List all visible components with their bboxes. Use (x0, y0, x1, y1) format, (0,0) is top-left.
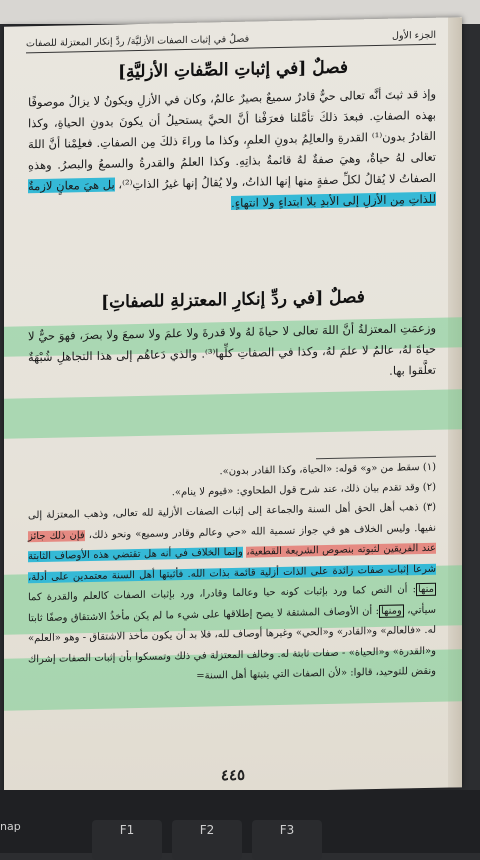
highlight-band (4, 389, 462, 439)
footnote-1: (١) سقط من «و» قوله: «الحياة، وكذا القادر بدون». (219, 461, 436, 478)
running-header (26, 30, 436, 54)
key-f2: F2 (172, 820, 242, 860)
key-f1: F1 (92, 820, 162, 860)
footnote-3-part-c: : أن النص كما ورد بإثبات كونه حيا وعالما وقادرا، ورد بإثبات الصفات كالعلم والقدرة كما سيأتي، (28, 584, 436, 616)
footnote-3-part-d: : أن الأوصاف المشتقة لا يصح إطلاقها على شيء ما لم يكن مأخذُ الاشتقاق وصفًا ثابتا له. «فالعالم» و«القادر» و«الحي» وغيرها أوصاف لله، فلا بد أن يكون مأخذ الاشتقاق - وهو «العلم» و«القدرة» و«الحياة» - صفات ثابتة له. وخالف المعتزلة في ذلك وتمسكوا بأن إثبات الصفات إشراك ونقض للتوحيد، قالوا: «لأن الصفات التي يثبتها أهل السنة= (28, 605, 436, 682)
page-number: ٤٤٥ (220, 765, 246, 785)
footnote-3-part-a: (٣) ذهب أهل الحق أهل السنة والجماعة إلى إثبات الصفات الأزلية لله تعالى، وذهب المعتزلة إلى نفيها. وليس الخلاف هو في جواز تسمية الله «حي وعالم وقادر وسميع» ونحو ذلك، (28, 501, 436, 541)
footnote-3-cyan-highlight: وإنما الخلاف في أنه هل تقتضي هذه الأوصاف الثابتة شرعا إثبات صفات زائدة على الذات أزلية قائمة بذات الله. فأثبتها أهل السنة معتمدين على أدلة، (28, 546, 436, 583)
section-title-2: فصلٌ [في ردِّ إنكارِ المعتزلةِ للصفاتِ] (101, 287, 365, 313)
section1-highlight: بل هيَ معانٍ لازمةٌ للذاتِ مِن الأزلِ إلى الأبدِ بلا ابتداءٍ ولا انتهاءٍ. (28, 177, 436, 211)
footnote-2: (٢) وقد تقدم بيان ذلك، عند شرح قول الطحاوي: «قيوم لا ينام». (171, 481, 436, 499)
boxed-word-wa-minha: ومنها (380, 604, 402, 617)
footnote-3 (28, 498, 436, 691)
header-left-title: فصلٌ في إثبات الصفات الأزليَّة/ ردَّ إنكار المعتزلة للصفات (26, 33, 250, 50)
footnote-3-red-highlight: فإن ذلك جائز عند الفريقين لثبوته بنصوص الشريعة القطعية، (28, 529, 436, 558)
header-right-title: الجزء الأول (392, 29, 436, 42)
section-title-1: فصلٌ [في إثباتِ الصِّفاتِ الأزليَّةِ] (117, 57, 349, 83)
key-f3: F3 (252, 820, 322, 860)
section1-paragraph (28, 84, 436, 219)
keyboard-snap-label: nap (0, 820, 21, 833)
section2-paragraph: وزعمَتِ المعتزلةُ أنَّ اللهَ تعالى لا حياةَ لهُ ولا قدرةَ ولا علمَ ولا سمعَ ولا بصرَ، فهوَ حيٌّ لا حياةَ لهُ، عالمٌ لا علمَ لهُ، وكذا في الصفاتِ كلِّها⁽³⁾. والذي دَعاهُم إلى هذا التجاهلِ شُبْهَةٌ تعلَّقوا بها. (28, 320, 436, 378)
section1-body: وإذ قد ثبتَ أنَّه تعالى حيٌّ قادرٌ سميعٌ بصيرٌ عالمٌ، وكان في الأزلِ ويكونُ لا يزالُ موصوفًا بهذه الصفاتِ. فبعدَ ذلكَ تأمَّلنا فعرَفْنا أنَّ الحيَّ يستحيلُ أن يكونَ بدونِ الحياةِ، وكذا القادرُ بدون⁽¹⁾ القدرةِ والعالِمُ بدونِ العلمِ، وكذا ما وراءَ ذلكَ مِن الصفاتِ. فعلِمْنا أنَّ اللهَ تعالى لهُ حياةٌ، وهيَ صفةٌ لهُ قائمةٌ بذاتِهِ. وكذا العلمُ والقدرةُ والسمعُ والبصرُ. وهذهِ الصفاتُ لا يُقالُ لكلِّ صفةٍ منها إنها الذاتُ، ولا يُقالُ إنها غيرُ الذاتِ⁽²⁾، (28, 86, 437, 192)
book-page (4, 17, 462, 797)
boxed-word-minha: منها (417, 583, 434, 596)
